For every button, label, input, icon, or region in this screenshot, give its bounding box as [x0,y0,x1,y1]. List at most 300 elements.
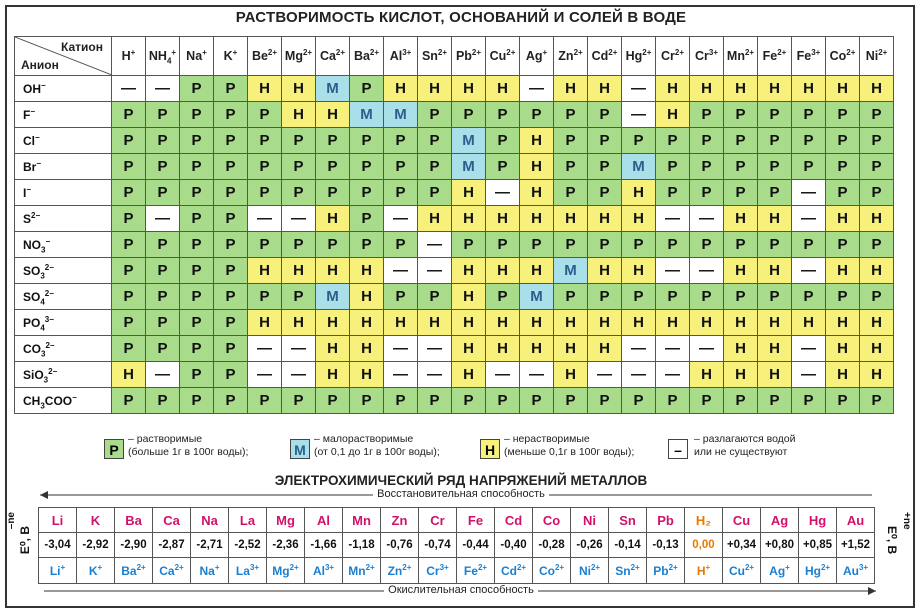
solubility-cell: Н [452,76,486,102]
solubility-cell: Н [520,154,554,180]
cation-header: $Cd^{2+}$ [588,37,622,76]
legend-slightly-soluble-label: – малорастворимые [314,433,414,445]
legend-decomposes-label: – разлагаются водой [694,433,796,445]
solubility-cell: — [792,180,826,206]
solubility-cell: Н [826,336,860,362]
solubility-cell: Р [792,388,826,414]
anion-header: Br− [15,154,112,180]
table-row [15,232,894,258]
solubility-cell: Н [860,362,894,388]
cation-header: $Fe^{3+}$ [792,37,826,76]
potential-cell: +1,52 [837,533,875,558]
series-title: ЭЛЕКТРОХИМИЧЕСКИЙ РЯД НАПРЯЖЕНИЙ МЕТАЛЛОВ [274,473,648,488]
anion-header: SiO$_3^{2-}$ [15,362,112,388]
solubility-cell: Н [826,206,860,232]
metal-cell: Al [305,508,343,533]
solubility-cell: Р [588,128,622,154]
anion-header: $SO_4^{2-}$ [15,284,112,310]
solubility-cell: Р [588,232,622,258]
solubility-cell: Н [316,362,350,388]
ion-cell: $Al^{3+}$ [305,558,343,584]
metal-cell: H₂ [685,508,723,533]
solubility-cell: — [146,362,180,388]
solubility-cell: Р [724,388,758,414]
solubility-cell: Р [180,206,214,232]
metal-cell: Co [533,508,571,533]
solubility-cell: Н [350,284,384,310]
solubility-cell: — [622,362,656,388]
solubility-cell: Р [690,388,724,414]
legend-soluble-label: – растворимые [128,433,203,445]
cation-header: $Ni^{2+}$ [860,37,894,76]
solubility-cell: Р [860,154,894,180]
solubility-cell: Н [486,336,520,362]
solubility-cell: Р [384,128,418,154]
solubility-cell: Н [520,206,554,232]
solubility-cell: Р [520,388,554,414]
solubility-cell: Н [758,258,792,284]
legend-soluble [128,433,248,459]
solubility-cell: Р [180,128,214,154]
solubility-cell: Н [282,258,316,284]
solubility-cell: Р [214,362,248,388]
solubility-cell: Р [350,128,384,154]
solubility-cell: Р [826,154,860,180]
ion-cell: H+ [685,558,723,584]
left-electron-label: –ne [6,512,17,530]
solubility-cell: Р [282,180,316,206]
solubility-cell: М [452,154,486,180]
solubility-cell: Н [316,336,350,362]
solubility-cell: Р [112,128,146,154]
solubility-cell: Р [350,180,384,206]
solubility-cell: Р [588,180,622,206]
solubility-cell: Р [384,284,418,310]
solubility-cell: Н [452,284,486,310]
solubility-cell: Н [554,206,588,232]
solubility-cell: Р [758,128,792,154]
cation-header: $Mg^{2+}$ [282,37,316,76]
table-row [15,258,894,284]
solubility-cell: Р [214,128,248,154]
solubility-cell: Н [860,76,894,102]
solubility-cell: Н [860,310,894,336]
legend-slightly-soluble-desc: (от 0,1 до 1г в 100г воды); [314,446,440,458]
solubility-cell: — [384,258,418,284]
ion-cell: $Hg^{2+}$ [799,558,837,584]
solubility-cell: Н [350,310,384,336]
solubility-cell: Р [724,154,758,180]
reducing-arrow-text: Восстановительная способность [373,488,549,500]
solubility-cell: — [486,362,520,388]
ion-cell: $Zn^{2+}$ [381,558,419,584]
legend-decomposes-desc: или не существуют [694,446,788,458]
solubility-cell: Н [316,102,350,128]
cation-header: H+ [112,37,146,76]
solubility-cell: Р [588,102,622,128]
solubility-cell: Р [214,76,248,102]
solubility-cell: Р [588,284,622,310]
ion-cell: $Fe^{2+}$ [457,558,495,584]
solubility-cell: Р [486,232,520,258]
potential-cell: -3,04 [39,533,77,558]
solubility-cell: — [622,76,656,102]
solubility-cell: Р [146,232,180,258]
cation-header: $Pb^{2+}$ [452,37,486,76]
solubility-cell: Н [826,362,860,388]
solubility-cell: Р [418,180,452,206]
solubility-cell: Р [248,102,282,128]
solubility-cell: — [656,206,690,232]
anion-header: Cl− [15,128,112,154]
anion-label: Анион [21,58,59,72]
solubility-cell: Н [826,76,860,102]
right-electron-label: +ne [901,512,912,530]
solubility-cell: Р [180,232,214,258]
solubility-cell: М [350,102,384,128]
table-row [15,128,894,154]
solubility-cell: Р [656,180,690,206]
solubility-cell: Н [248,310,282,336]
right-potential-label: E⁰, В [885,526,899,555]
solubility-cell: — [384,362,418,388]
solubility-cell: Н [418,206,452,232]
solubility-cell: Р [112,336,146,362]
cation-header: $Mn^{2+}$ [724,37,758,76]
metal-cell: K [77,508,115,533]
solubility-cell: Р [588,154,622,180]
solubility-cell: Р [112,102,146,128]
cation-header: K+ [214,37,248,76]
solubility-cell: Р [622,128,656,154]
solubility-cell: Р [214,258,248,284]
solubility-cell: Р [690,154,724,180]
potential-cell: -1,18 [343,533,381,558]
solubility-cell: Р [758,102,792,128]
solubility-cell: Н [316,206,350,232]
solubility-cell: Р [452,102,486,128]
solubility-cell: Р [418,284,452,310]
solubility-cell: Р [146,180,180,206]
solubility-cell: Р [792,128,826,154]
metal-cell: Zn [381,508,419,533]
ion-cell: K+ [77,558,115,584]
solubility-cell: Н [486,206,520,232]
anion-header: $CO_3^{2-}$ [15,336,112,362]
table-row [15,336,894,362]
solubility-cell: Р [826,180,860,206]
solubility-cell: Р [554,154,588,180]
solubility-cell: Н [826,310,860,336]
metal-cell: La [229,508,267,533]
solubility-cell: Р [656,284,690,310]
solubility-cell: Н [452,258,486,284]
solubility-cell: Н [792,76,826,102]
potential-cell: -0,40 [495,533,533,558]
potential-cell: +0,85 [799,533,837,558]
solubility-cell: Р [350,232,384,258]
solubility-cell: — [690,206,724,232]
solubility-cell: Р [214,388,248,414]
solubility-cell: Р [724,128,758,154]
legend-slightly-soluble-swatch: М [290,439,310,459]
table-row [15,154,894,180]
solubility-cell: Р [316,128,350,154]
solubility-cell: Р [180,102,214,128]
solubility-cell: Р [180,284,214,310]
ion-cell: $Cu^{2+}$ [723,558,761,584]
solubility-cell: Р [418,154,452,180]
solubility-cell: Р [146,336,180,362]
solubility-cell: Р [452,388,486,414]
cation-label: Катион [61,40,103,54]
ion-cell: $Au^{3+}$ [837,558,875,584]
solubility-cell: Н [588,258,622,284]
solubility-cell: Р [554,232,588,258]
solubility-cell: Р [316,154,350,180]
cation-header: $Al^{3+}$ [384,37,418,76]
solubility-cell: Р [112,284,146,310]
solubility-cell: — [282,336,316,362]
solubility-cell: Р [112,180,146,206]
solubility-cell: Н [588,310,622,336]
solubility-cell: Р [384,154,418,180]
solubility-cell: Н [724,310,758,336]
solubility-cell: Н [860,206,894,232]
solubility-cell: Н [520,180,554,206]
solubility-cell: Р [316,232,350,258]
solubility-cell: Р [758,154,792,180]
table-row [15,206,894,232]
solubility-cell: Р [792,102,826,128]
solubility-cell: Н [418,310,452,336]
solubility-cell: Р [622,388,656,414]
potential-cell: -2,52 [229,533,267,558]
solubility-cell: Р [690,232,724,258]
solubility-cell: Р [860,128,894,154]
solubility-cell: — [384,206,418,232]
solubility-cell: Р [146,128,180,154]
solubility-cell: Р [180,388,214,414]
solubility-cell: Н [282,76,316,102]
potential-cell: -0,26 [571,533,609,558]
solubility-cell: Р [350,388,384,414]
ion-cell: $Ca^{2+}$ [153,558,191,584]
solubility-cell: Р [214,206,248,232]
solubility-cell: Р [554,284,588,310]
oxidizing-arrow-label [0,584,922,596]
solubility-cell: Р [146,102,180,128]
solubility-cell: Р [758,180,792,206]
solubility-cell: М [316,76,350,102]
solubility-cell: Н [520,310,554,336]
solubility-cell: Р [384,388,418,414]
solubility-cell: Н [724,336,758,362]
solubility-cell: Н [350,362,384,388]
metal-cell: Cd [495,508,533,533]
metal-cell: Na [191,508,229,533]
solubility-cell: Р [248,154,282,180]
legend-soluble-desc: (больше 1г в 100г воды); [128,446,249,458]
metal-cell: Fe [457,508,495,533]
solubility-cell: — [418,336,452,362]
cation-header: $Ba^{2+}$ [350,37,384,76]
solubility-cell: Н [520,128,554,154]
solubility-cell: — [418,258,452,284]
solubility-cell: Р [146,284,180,310]
solubility-cell: Р [860,284,894,310]
cation-header: $Cr^{3+}$ [690,37,724,76]
solubility-cell: Р [792,284,826,310]
solubility-cell: — [248,362,282,388]
solubility-cell: Н [452,206,486,232]
solubility-cell: Р [214,180,248,206]
solubility-cell: — [486,180,520,206]
ion-cell: Li+ [39,558,77,584]
solubility-cell: Р [656,232,690,258]
potential-cell: -0,74 [419,533,457,558]
solubility-cell: — [792,362,826,388]
solubility-cell: — [656,336,690,362]
solubility-cell: Р [248,232,282,258]
solubility-cell: — [282,362,316,388]
potential-cell: -1,66 [305,533,343,558]
solubility-cell: Р [486,102,520,128]
solubility-cell: Р [214,102,248,128]
solubility-cell: Р [826,102,860,128]
cation-header: $Cr^{2+}$ [656,37,690,76]
metal-cell: Mn [343,508,381,533]
cation-header: $Be^{2+}$ [248,37,282,76]
ion-cell: $Pb^{2+}$ [647,558,685,584]
solubility-cell: Р [418,102,452,128]
solubility-cell: Р [282,128,316,154]
metal-cell: Pb [647,508,685,533]
solubility-cell: Р [180,154,214,180]
ion-cell: $Ba^{2+}$ [115,558,153,584]
table-corner [15,37,112,76]
solubility-cell: — [418,232,452,258]
solubility-cell: Р [554,180,588,206]
solubility-cell: Р [350,76,384,102]
metal-cell: Sn [609,508,647,533]
solubility-cell: М [384,102,418,128]
solubility-cell: Р [724,180,758,206]
solubility-cell: Н [452,362,486,388]
solubility-cell: Р [826,128,860,154]
solubility-cell: Р [112,154,146,180]
solubility-cell: Н [486,310,520,336]
solubility-cell: Н [724,258,758,284]
table-row [15,284,894,310]
solubility-cell: Р [214,284,248,310]
solubility-cell: Р [214,310,248,336]
potential-cell: +0,34 [723,533,761,558]
left-potential-label: E⁰, В [18,526,32,555]
anion-header: $CH_3COO^-$ [15,388,112,414]
solubility-cell: Р [214,336,248,362]
anion-header: I− [15,180,112,206]
legend-decomposes-swatch: – [668,439,688,459]
table-row [15,310,894,336]
solubility-cell: Р [656,154,690,180]
cation-header: $Co^{2+}$ [826,37,860,76]
solubility-cell: Н [724,362,758,388]
solubility-cell: Н [758,206,792,232]
ion-cell: $Mn^{2+}$ [343,558,381,584]
solubility-cell: Н [112,362,146,388]
solubility-cell: Р [860,232,894,258]
solubility-cell: Р [758,232,792,258]
metal-cell: Au [837,508,875,533]
solubility-cell: Н [520,258,554,284]
potential-cell: 0,00 [685,533,723,558]
solubility-cell: М [554,258,588,284]
solubility-cell: Р [146,154,180,180]
cation-header: Ag+ [520,37,554,76]
solubility-cell: — [792,336,826,362]
anion-header: OH− [15,76,112,102]
anion-header: $SO_3^{2-}$ [15,258,112,284]
metal-cell: Li [39,508,77,533]
ion-cell: $Cr^{3+}$ [419,558,457,584]
solubility-cell: Р [180,336,214,362]
reducing-arrow-label [0,488,922,500]
solubility-cell: Н [350,336,384,362]
solubility-cell: Н [350,258,384,284]
solubility-cell: Р [214,232,248,258]
solubility-cell: Н [486,76,520,102]
solubility-cell: Р [622,284,656,310]
solubility-cell: Н [384,76,418,102]
solubility-cell: Р [554,128,588,154]
ion-cell: $Cd^{2+}$ [495,558,533,584]
solubility-cell: Р [180,362,214,388]
solubility-cell: Р [282,388,316,414]
legend-insoluble [504,433,634,459]
potential-cell: -2,87 [153,533,191,558]
solubility-cell: Р [724,232,758,258]
solubility-cell: Р [758,284,792,310]
solubility-cell: Н [690,362,724,388]
potential-cell: +0,80 [761,533,799,558]
solubility-cell: Н [860,258,894,284]
anion-header: $S^{2-}$ [15,206,112,232]
solubility-cell: — [690,258,724,284]
metal-cell: Hg [799,508,837,533]
solubility-cell: Р [520,102,554,128]
solubility-cell: Р [316,180,350,206]
solubility-cell: Н [316,310,350,336]
solubility-cell: Н [248,258,282,284]
solubility-cell: — [520,362,554,388]
solubility-cell: Н [554,76,588,102]
solubility-cell: Н [622,310,656,336]
ion-cell: $Sn^{2+}$ [609,558,647,584]
ion-cell: $Mg^{2+}$ [267,558,305,584]
solubility-cell: М [520,284,554,310]
solubility-cell: Н [656,102,690,128]
solubility-cell: Р [724,102,758,128]
solubility-cell: Н [724,76,758,102]
legend-soluble-swatch: Р [104,439,124,459]
solubility-cell: — [792,258,826,284]
solubility-cell: Р [758,388,792,414]
solubility-cell: Р [350,154,384,180]
solubility-cell: Н [384,310,418,336]
solubility-cell: — [418,362,452,388]
oxidizing-arrow-text: Окислительная способность [384,584,538,596]
